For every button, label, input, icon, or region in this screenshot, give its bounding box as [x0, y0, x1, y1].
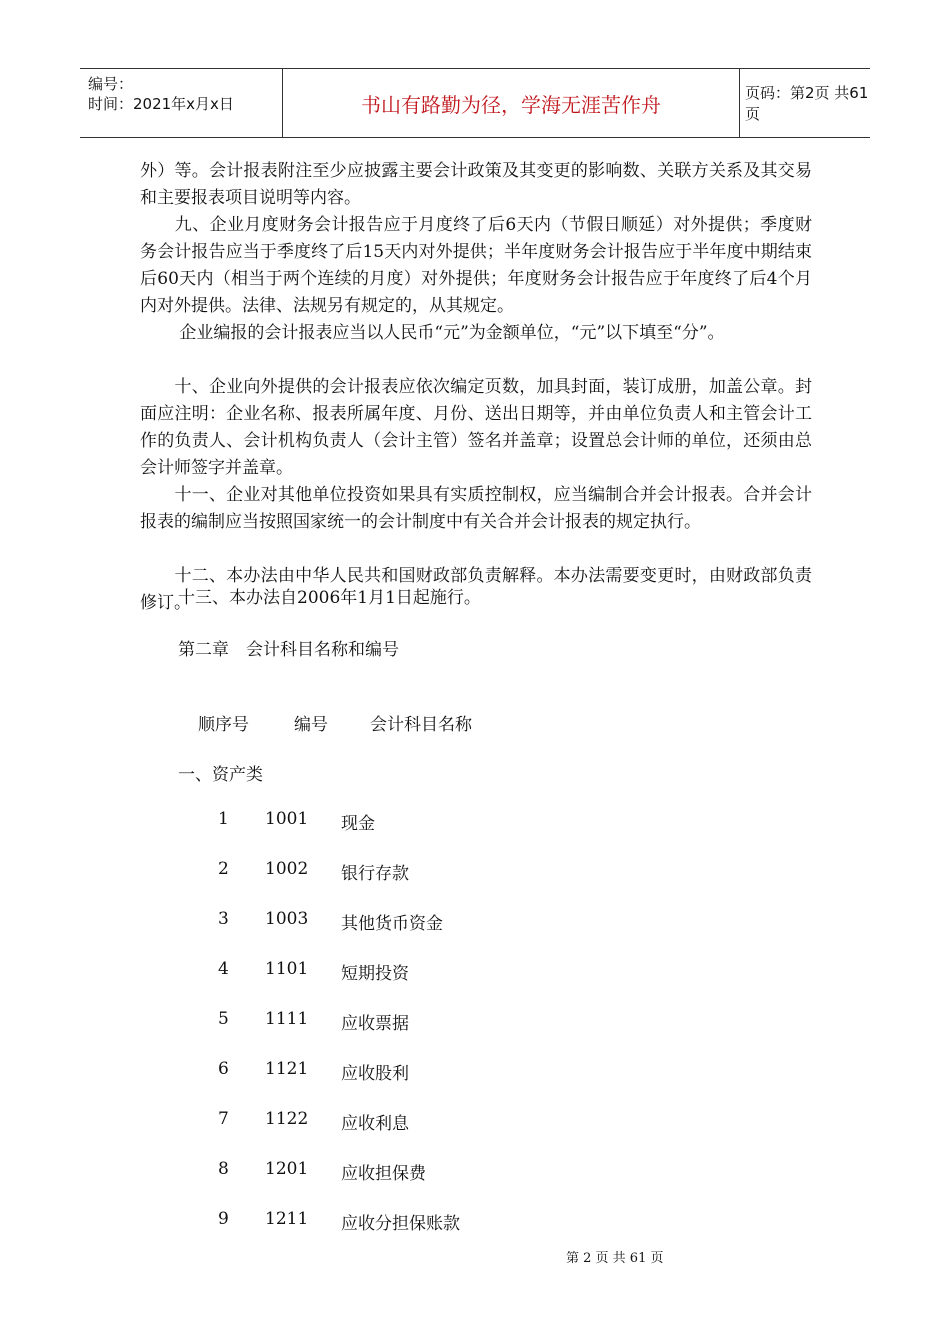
table-header-seq: 顺序号	[198, 715, 249, 735]
paragraph-12: 十二、本办法由中华人民共和国财政部负责解释。本办法需要变更时，由财政部负责修订。	[140, 566, 812, 613]
header-meta	[80, 69, 282, 137]
account-seq: 4	[218, 959, 229, 979]
paragraph-9: 九、企业月度财务会计报告应于月度终了后6天内（节假日顺延）对外提供；季度财务会计报告应当于季度终了后15天内对外提供；半年度财务会计报告应于半年度中期结束后60天内（相当于两个连续的月度）对外提供；年度财务会计报告应于年度终了后4个月内对外提供。法律、法规另有规定的，从其规定。	[140, 215, 812, 316]
table-header-name: 会计科目名称	[370, 715, 472, 735]
account-code: 1201	[265, 1159, 309, 1179]
account-seq: 9	[218, 1209, 229, 1229]
account-seq: 7	[218, 1109, 229, 1129]
account-code: 1101	[265, 959, 309, 979]
account-code: 1003	[265, 909, 309, 929]
paragraph-13: 十三、本办法自2006年1月1日起施行。	[178, 588, 481, 608]
account-code: 1211	[265, 1209, 309, 1229]
page-header	[80, 68, 870, 138]
category-assets: 一、资产类	[178, 765, 263, 785]
header-motto: 书山有路勤为径，学海无涯苦作舟	[282, 69, 740, 137]
account-code: 1002	[265, 859, 309, 879]
table-header-code: 编号	[294, 715, 328, 735]
account-seq: 6	[218, 1059, 229, 1079]
paragraph-11: 十一、企业对其他单位投资如果具有实质控制权，应当编制合并会计报表。合并会计报表的编制应当按照国家统一的会计制度中有关合并会计报表的规定执行。	[140, 485, 812, 532]
account-code: 1111	[265, 1009, 309, 1029]
account-code: 1122	[265, 1109, 309, 1129]
paragraph-annex: 外）等。会计报表附注至少应披露主要会计政策及其变更的影响数、关联方关系及其交易和主要报表项目说明等内容。	[140, 161, 812, 208]
account-code: 1001	[265, 809, 309, 829]
paragraph-currency-unit: 企业编报的会计报表应当以人民币“元”为金额单位，“元”以下填至“分”。	[140, 323, 725, 343]
account-seq: 8	[218, 1159, 229, 1179]
document-time-label: 时间：2021年x月x日	[88, 95, 234, 113]
account-name: 银行存款	[341, 864, 409, 884]
account-seq: 1	[218, 809, 229, 829]
account-name: 现金	[341, 814, 375, 834]
account-seq: 5	[218, 1009, 229, 1029]
account-name: 应收利息	[341, 1114, 409, 1134]
page-footer: 第 2 页 共 61 页	[566, 1251, 664, 1266]
chapter-title: 第二章 会计科目名称和编号	[178, 640, 399, 660]
account-name: 应收担保费	[341, 1164, 426, 1184]
account-name: 短期投资	[341, 964, 409, 984]
account-seq: 2	[218, 859, 229, 879]
account-seq: 3	[218, 909, 229, 929]
account-name: 其他货币资金	[341, 914, 443, 934]
account-name: 应收股利	[341, 1064, 409, 1084]
account-name: 应收票据	[341, 1014, 409, 1034]
paragraph-10: 十、企业向外提供的会计报表应依次编定页数，加具封面，装订成册，加盖公章。封面应注明：企业名称、报表所属年度、月份、送出日期等，并由单位负责人和主管会计工作的负责人、会计机构负责人（会计主管）签名并盖章；设置总会计师的单位，还须由总会计师签字并盖章。	[140, 377, 812, 478]
account-code: 1121	[265, 1059, 309, 1079]
account-name: 应收分担保账款	[341, 1214, 460, 1234]
header-page-info: 页码：第2页 共61页	[745, 84, 869, 123]
document-number-label: 编号：	[88, 75, 134, 93]
